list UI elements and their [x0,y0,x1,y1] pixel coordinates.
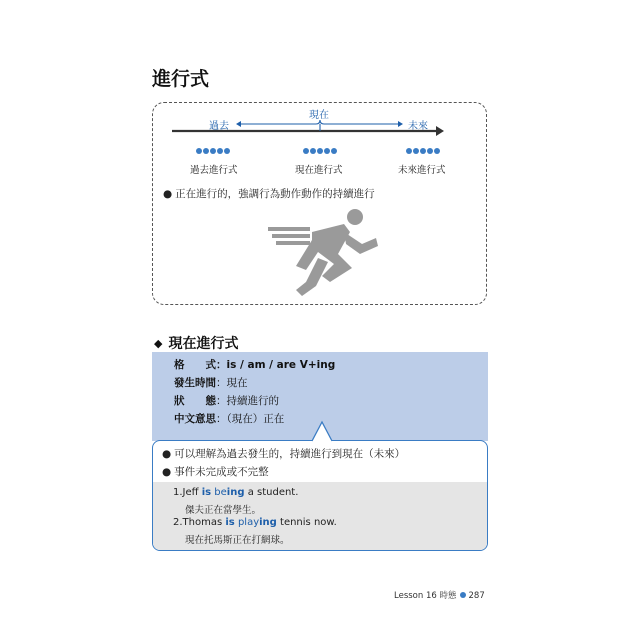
page-footer [394,589,485,601]
example-translation-1: 傑夫正在當學生。 [185,505,262,516]
grammar-row-meaning: 中文意思：（現在）正在 [174,413,285,425]
grammar-row-state: 狀 態：持續進行的 [174,395,279,407]
future-arrow-icon [398,121,403,127]
explanation-bullet-1: ● 可以理解為過去發生的，持續進行到現在（未來） [162,448,406,460]
past-arrow-icon [236,121,241,127]
tense-label-present: 現在進行式 [295,165,343,176]
footer-dot-icon [460,592,466,598]
examples-panel [153,482,487,551]
timeline-present-label: 現在 [309,110,329,121]
concept-bullet: ● 正在進行的，強調行為動作動作的持續進行 [163,188,375,200]
present-dots [303,148,337,154]
footer-lesson: Lesson 16 [394,591,437,601]
footer-topic: 時態 [439,591,457,601]
timeline-future-label: 未來 [408,121,428,132]
diamond-icon: ◆ [154,337,163,350]
page-number: 287 [468,591,485,601]
bubble-pointer [310,420,334,442]
example-sentence-2: 2.Thomas is playing tennis now. [173,517,337,528]
example-translation-2: 現在托馬斯正在打網球。 [185,535,290,546]
timeline-past-label: 過去 [209,121,229,132]
bullet-dot-icon: ● [163,188,173,200]
section-heading: ◆ 現在進行式 [154,336,239,352]
tense-label-past: 過去進行式 [190,165,238,176]
bullet-dot-icon: ● [162,448,172,460]
explanation-bubble [152,440,488,551]
tense-label-future: 未來進行式 [398,165,446,176]
page-title: 進行式 [152,68,210,90]
bullet-dot-icon: ● [162,466,172,478]
grammar-row-time: 發生時間：現在 [174,377,248,389]
timeline-arrowhead [436,126,444,136]
grammar-row-form: 格 式：is / am / are V+ing [174,359,336,371]
example-sentence-1: 1.Jeff is being a student. [173,487,299,498]
explanation-bullet-2: ● 事件未完成或不完整 [162,466,269,478]
running-man-icon [268,209,378,296]
past-dots [196,148,230,154]
future-dots [406,148,440,154]
